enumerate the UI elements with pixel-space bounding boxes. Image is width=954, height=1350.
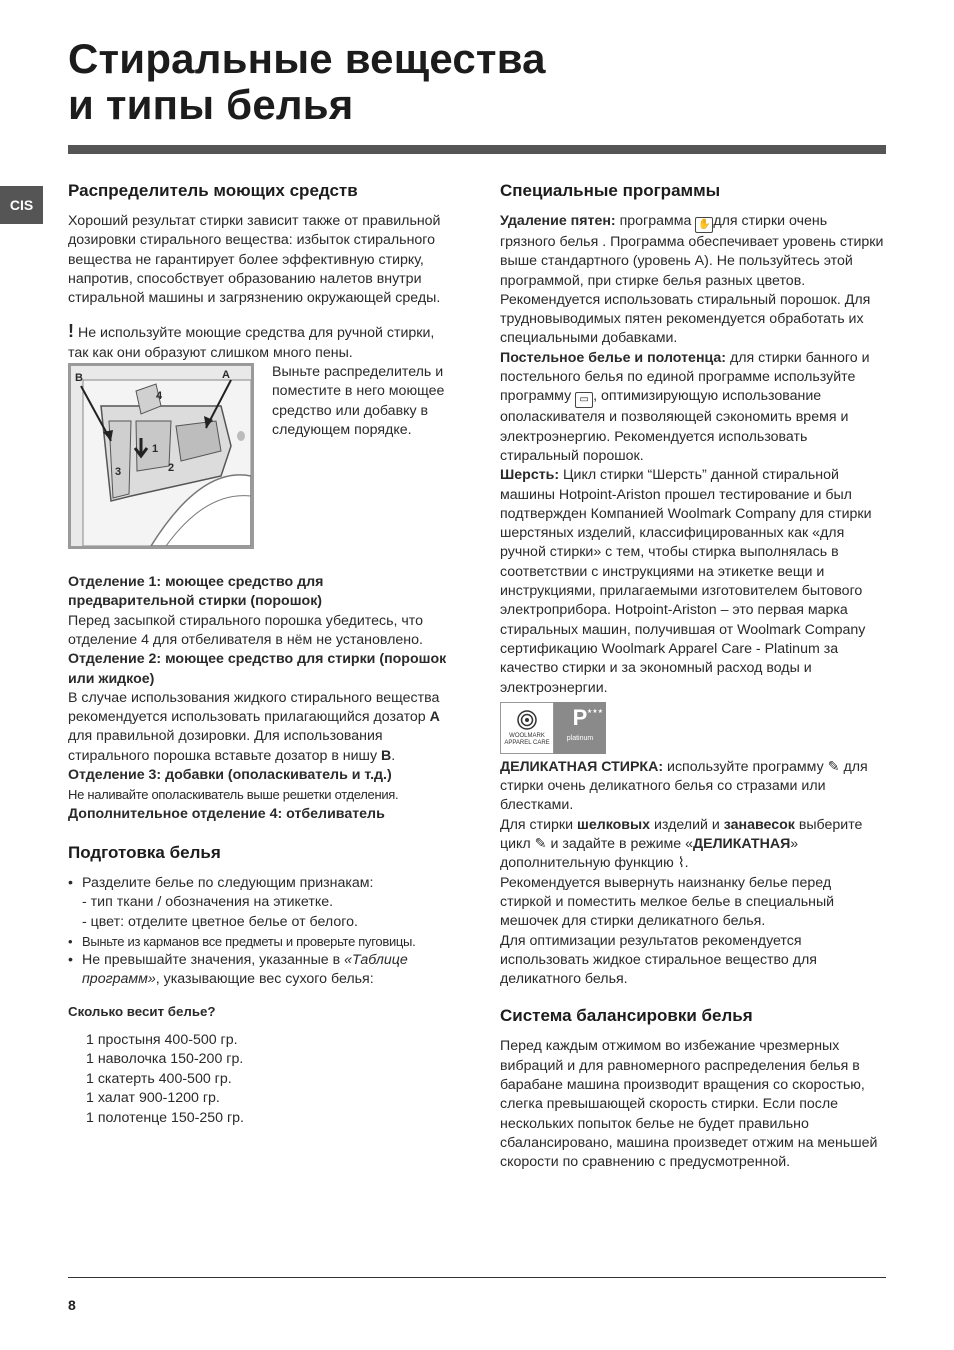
weight-item: 1 халат 900-1200 гр. — [86, 1090, 220, 1107]
warning-text: Не используйте моющие средства для ручной стирки, так как они образуют слишком много пены. — [68, 325, 435, 361]
list-subitem: - тип ткани / обозначения на этикетке. — [82, 894, 334, 911]
label-1: 1 — [152, 443, 159, 456]
bedding-paragraph: Постельное белье и полотенца: для стирки банного и постельного белья по единой программе используйте программу ▭ , оптимизирующую использование ополаскивателя и позволяющей сэкономить время и электроэнергию. Рекомендуется использовать стиральный порошок. — [500, 349, 870, 464]
compartment-3-title: Отделение 3: добавки (ополаскиватель и т.д.) — [68, 767, 392, 784]
label-3: 3 — [115, 466, 122, 479]
delicate-program-icon: ✎ — [827, 758, 840, 775]
balance-heading: Система балансировки белья — [500, 1006, 753, 1026]
woolmark-logo: WOOLMARK APPAREL CARE — [500, 702, 554, 754]
weights-heading: Сколько весит белье? — [68, 1003, 216, 1019]
wool-paragraph: Шерсть: Цикл стирки “Шерсть” данной стиральной машины Hotpoint-Ariston прошел тестирование и был подтвержден Компанией Woolmark Company для стирки шерстяных изделий, классифицированных как «для ручной стирки» с тем, чтобы стирка выполнялась в соответствии с инструкциями на этикетке вещи и инструкциями, прилагаемыми изготовителем бытового электроприбора. Hotpoint-Ariston – это первая марка стиральных машин, получившая от Woolmark Company сертификацию Woolmark Apparel Care - Platinum за качество стирки и за экономный расход воды и электроэнергии. — [500, 467, 872, 696]
figure-instructions: Выньте распределитель и поместите в него моющее средство или добавку в следующем порядке. — [272, 364, 445, 438]
dispenser-warning — [68, 322, 452, 363]
list-item: • Выньте из карманов все предметы и проверьте пуговицы. — [68, 932, 452, 951]
list-item: • Разделите белье по следующим признакам: - тип ткани / обозначения на этикетке. - цвет: отделите цветное белье от белого. — [68, 874, 452, 932]
advice-2: Для оптимизации результатов рекомендуется использовать жидкое стиральное вещество для деликатного белья. — [500, 932, 817, 988]
dispenser-illustration — [68, 363, 254, 549]
prep-list — [68, 874, 452, 990]
label-2: 2 — [168, 462, 175, 475]
platinum-logo: ★★★ P platinum — [554, 702, 606, 754]
stain-program-icon: ✋ — [695, 217, 713, 233]
page-number: 8 — [68, 1297, 76, 1313]
delicate-function-icon: ⌇ — [677, 855, 685, 872]
left-column — [68, 180, 452, 1128]
delicate-paragraph: ДЕЛИКАТНАЯ СТИРКА: используйте программу ✎ для стирки очень деликатного белья со стразами или блестками. — [500, 758, 868, 814]
title-line-2: и типы белья — [68, 81, 354, 128]
dispenser-intro: Хороший результат стирки зависит также от правильной дозировки стирального вещества: избыток стирального вещества не гарантирует более эффективную стирку, напротив, способствует образованию налетов внутри стиральной машины и загрязнению окружающей среды. — [68, 213, 441, 307]
silk-paragraph: Для стирки шелковых изделий и занавесок выберите цикл ✎ и задайте в режиме «ДЕЛИКАТНАЯ» дополнительную функцию ⌇. — [500, 816, 863, 872]
weight-item: 1 наволочка 150-200 гр. — [86, 1051, 244, 1068]
platinum-p-icon: P — [572, 705, 588, 731]
title-line-1: Стиральные вещества — [68, 35, 546, 82]
title-rule — [68, 145, 886, 154]
certification-logos — [500, 702, 885, 754]
advice-1: Рекомендуется вывернуть наизнанку белье перед стиркой и поместить мелкое белье в специальный мешочек для стирки деликатного белья. — [500, 874, 835, 930]
prep-heading: Подготовка белья — [68, 842, 221, 862]
delicate-program-icon: ✎ — [534, 836, 547, 853]
weight-item: 1 полотенце 150-250 гр. — [86, 1109, 244, 1126]
stain-paragraph: Удаление пятен: программа ✋ для стирки очень грязного белья . Программа обеспечивает уровень стирки выше стандартного (уровень А). Не пользуйтесь этой программой, при стирке белья разных цветов. Рекомендуется использовать стиральный порошок. Для трудновыводимых пятен рекомендуется обработать их специальными добавками. — [500, 213, 884, 347]
bedding-program-icon: ▭ — [575, 392, 593, 408]
label-b: B — [75, 372, 83, 385]
list-item: • Не превышайте значения, указанные в «Таблице программ», указывающие вес сухого белья: — [68, 951, 452, 990]
page-title — [68, 36, 546, 128]
compartment-4-title: Дополнительное отделение 4: отбеливатель — [68, 805, 385, 822]
compartment-2-title: Отделение 2: моющее средство для стирки (порошок или жидкое) — [68, 651, 447, 687]
label-4: 4 — [156, 390, 163, 403]
compartment-1-text: Перед засыпкой стирального порошка убедитесь, что отделение 4 для отбеливателя в нём не установлено. — [68, 612, 423, 648]
right-column — [500, 180, 885, 1172]
label-a: A — [222, 369, 230, 382]
compartment-3-text: Не наливайте ополаскиватель выше решетки отделения. — [68, 787, 399, 803]
balance-text: Перед каждым отжимом во избежание чрезмерных вибраций и для равномерного распределения белья в барабане машина производит вращения со скоростью, слегка превышающей скорость стирки. Если после нескольких попыток белье не будет правильно сбалансировано, машина произведет отжим на меньшей скорости по сравнению с предусмотренной. — [500, 1038, 878, 1171]
weight-item: 1 скатерть 400-500 гр. — [86, 1070, 232, 1087]
dispenser-figure-row — [68, 363, 452, 549]
weights-list — [68, 1031, 452, 1128]
compartment-1-title: Отделение 1: моющее средство для предварительной стирки (порошок) — [68, 574, 324, 610]
compartment-2-text: В случае использования жидкого стирального вещества рекомендуется использовать прилагающийся дозатор A для правильной дозировки. Для использования стирального порошка вставьте дозатор в нишу B. — [68, 689, 440, 764]
weight-item: 1 простыня 400-500 гр. — [86, 1032, 238, 1049]
warning-icon: ! — [68, 321, 74, 342]
dispenser-heading: Распределитель моющих средств — [68, 181, 358, 200]
special-heading: Специальные программы — [500, 181, 721, 200]
footer-rule — [68, 1277, 886, 1278]
list-subitem: - цвет: отделите цветное белье от белого. — [82, 913, 358, 930]
region-tab: CIS — [0, 186, 43, 224]
woolmark-icon — [516, 709, 538, 731]
